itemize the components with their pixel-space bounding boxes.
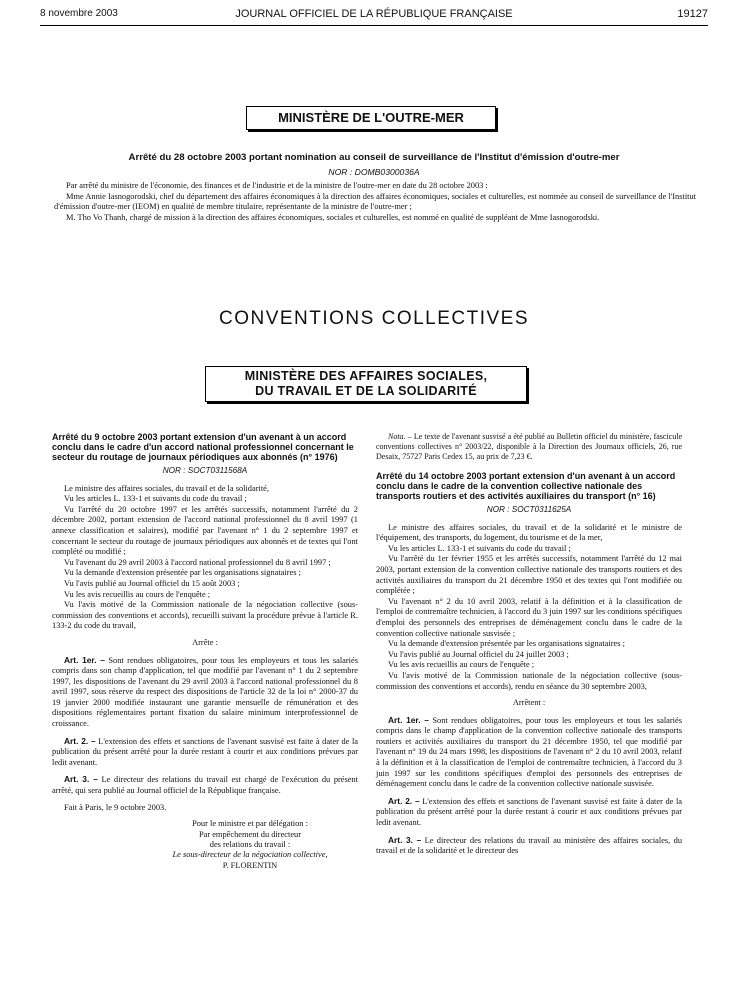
header-journal: JOURNAL OFFICIEL DE LA RÉPUBLIQUE FRANÇAISE [235, 8, 513, 20]
right-arrete-word: Arrêtent : [512, 698, 546, 708]
arrete1-nor: NOR : DOMB0300036A [328, 167, 420, 177]
left-article-1: Art. 1er. – Sont rendues obligatoires, pour tous les employeurs et tous les salariés compris dans son champ d'application, tel que modifié par l'avenant n° 1 du 2 septembre 1997, les dispositions de l'avenant du 29 avril 2003 à l'accord national professionnel du 8 avril 1997, sous réserve du respect des dispositions de l'article 32 de la loi n° 2000-37 du 19 janvier 2000 modifiée instaurant une garantie mensuelle de rémunération et des dispositions réglementaires portant fixation du salaire minimum interprofessionnel de croissance. [52, 654, 358, 729]
left-para: Vu la demande d'extension présentée par les organisations signataires ; [64, 568, 301, 578]
right-article-3: Art. 3. – Le directeur des relations du travail au ministère des affaires sociales, du travail et de la solidarité et le directeur des [376, 834, 683, 856]
header-date: 8 novembre 2003 [40, 8, 118, 19]
left-article-3: Art. 3. – Le directeur des relations du travail est chargé de l'exécution du présent arrêté, qui sera publié au Journal officiel de la République française. [52, 774, 359, 796]
ministry-affaires-sociales-box [205, 366, 527, 402]
header-page-number: 19127 [677, 8, 708, 20]
left-para: Le ministre des affaires sociales, du travail et de la solidarité, [64, 483, 269, 493]
right-para: Vu l'avenant n° 2 du 10 avril 2003, relatif à la définition et à la classification de l'emploi de contremaître technicien, à l'accord du 3 juin 1997 sur les conditions spécifiques d'emploi des personnels des entreprises de déménagement conclu dans le cadre de la convention collective nationale susvisée ; [376, 596, 682, 638]
left-para: Vu l'avis publié au Journal officiel du 15 août 2003 ; [64, 578, 240, 588]
ministry2-line2: DU TRAVAIL ET DE LA SOLIDARITÉ [255, 384, 477, 398]
right-article-1: Art. 1er. – Sont rendues obligatoires, pour tous les employeurs et tous les salariés compris dans le champ d'application de la convention collective nationale des transports routiers et activités auxiliaires du transport du 21 décembre 1950, tel que modifié par l'avenant n° 19 du 24 mars 1998, les dispositions de l'avenant n° 2 du 10 avril 2003, relatif à la définition et à la classification de l'emploi de contremaître technicien, à l'accord du 3 juin 1997 sur les conditions spécifiques d'emploi des personnels des entreprises de déménagement conclu dans le cadre de la convention collective nationale susvisée. [376, 714, 682, 789]
left-done-at: Fait à Paris, le 9 octobre 2003. [64, 802, 167, 812]
arrete1-para: M. Tho Vo Thanh, chargé de mission à la direction des affaires économiques, sociales et culturelles, est nommé en qualité de suppléant de Mme Iasnogorodski. [66, 212, 600, 222]
left-arrete-title: Arrêté du 9 octobre 2003 portant extension d'un avenant à un accord conclu dans le cadre d'un accord national professionnel concernant le secteur du routage de journaux périodiques aux abonnés (n° 1976) [52, 432, 354, 463]
left-signature: Pour le ministre et par délégation : Par empêchement du directeur des relations du travail : Le sous-directeur de la négociation collective, P. FLORENTIN [172, 819, 328, 870]
right-article-2: Art. 2. – L'extension des effets et sanctions de l'avenant susvisé est faite à dater de la publication du présent arrêté pour la durée restant à courir et aux conditions prévues par ledit avenant. [376, 795, 682, 828]
right-para: Vu l'avis motivé de la Commission nationale de la négociation collective (sous-commission des conventions et accords), rendu en séance du 30 septembre 2003, [376, 670, 682, 691]
right-para: Vu l'arrêté du 1er février 1955 et les arrêtés successifs, notamment l'arrêté du 12 mai 2003, portant extension de la convention collective nationale des transports routiers et des activités auxiliaires du transport du 21 décembre 1950 et des textes qui l'ont modifiée ou complétée ; [376, 554, 682, 596]
left-nor: NOR : SOCT0311568A [162, 465, 248, 475]
left-arrete-word: Arrête : [192, 637, 218, 647]
ministry2-line1: MINISTÈRE DES AFFAIRES SOCIALES, [244, 369, 488, 383]
left-column [52, 432, 358, 871]
right-arrete-title: Arrêté du 14 octobre 2003 portant extension d'un avenant à un accord conclu dans le cadre de la convention collective nationale des transports routiers et des activités auxiliaires du transport (n° 16) [376, 471, 676, 502]
right-nor: NOR : SOCT0311625A [486, 504, 572, 514]
left-para: Vu les avis recueillis au cours de l'enquête ; [64, 589, 211, 599]
right-para: Vu la demande d'extension présentée par les organisations signataires ; [388, 639, 625, 649]
section-title: CONVENTIONS COLLECTIVES [218, 308, 530, 329]
left-para: Vu l'arrêté du 20 octobre 1997 et les arrêtés successifs, notamment l'arrêté du 2 décembre 2002, portant extension de l'accord national professionnel du 8 avril 1997 (1 annexe classification et salaires), modifié par l'avenant n° 1 du 2 septembre 1997 et concernant le secteur du routage de journaux périodiques aux abonnés et de textes qui l'ont complété ou modifié ; [52, 504, 358, 557]
left-para: Vu l'avenant du 29 avril 2003 à l'accord national professionnel du 8 avril 1997 ; [64, 557, 331, 567]
left-article-2: Art. 2. – L'extension des effets et sanctions de l'avenant susvisé est faite à dater de la publication du présent arrêté pour la durée restant à courir et aux conditions prévues par ledit avenant. [52, 735, 358, 767]
right-para: Vu l'avis publié au Journal officiel du 24 juillet 2003 ; [388, 649, 569, 659]
right-nota: Nota. – Le texte de l'avenant susvisé a été publié au Bulletin officiel du ministère, fascicule conventions collectives n° 2003/22, disponible à la Direction des Journaux officiels, 26, rue Desaix, 75727 Paris Cedex 15, au prix de 7,23 €. [376, 432, 683, 461]
arrete1-title: Arrêté du 28 octobre 2003 portant nomination au conseil de surveillance de l'Institut d'émission d'outre-mer [128, 152, 620, 163]
right-para: Vu les articles L. 133-1 et suivants du code du travail ; [388, 543, 571, 553]
right-para: Vu les avis recueillis au cours de l'enquête ; [388, 660, 535, 670]
header-divider [40, 25, 708, 26]
left-para: Vu les articles L. 133-1 et suivants du code du travail ; [64, 494, 247, 504]
arrete1-para: Mme Annie Iasnogorodski, chef du département des affaires économiques à la direction des affaires économiques, sociales et culturelles, est nommée au conseil de surveillance de l'Institut d'émission d'outre-mer (IEOM) en qualité de membre titulaire, représentante de la ministre de l'outre-mer ; [54, 191, 696, 212]
page-header [40, 8, 708, 24]
right-column [376, 432, 682, 857]
left-para: Vu l'avis motivé de la Commission nationale de la négociation collective (sous-commission des conventions et accords), recueilli suivant la procédure prévue à l'article R. 133-2 du code du travail, [52, 600, 358, 631]
ministry-outremer-box: MINISTÈRE DE L'OUTRE-MER [246, 106, 496, 130]
right-para: Le ministre des affaires sociales, du travail et de la solidarité et le ministre de l'équipement, des transports, du logement, du tourisme et de la mer, [376, 522, 682, 543]
arrete1-para: Par arrêté du ministre de l'économie, des finances et de l'industrie et de la ministre de l'outre-mer en date du 28 octobre 2003 : [66, 181, 488, 190]
arrete1-body [54, 181, 696, 223]
